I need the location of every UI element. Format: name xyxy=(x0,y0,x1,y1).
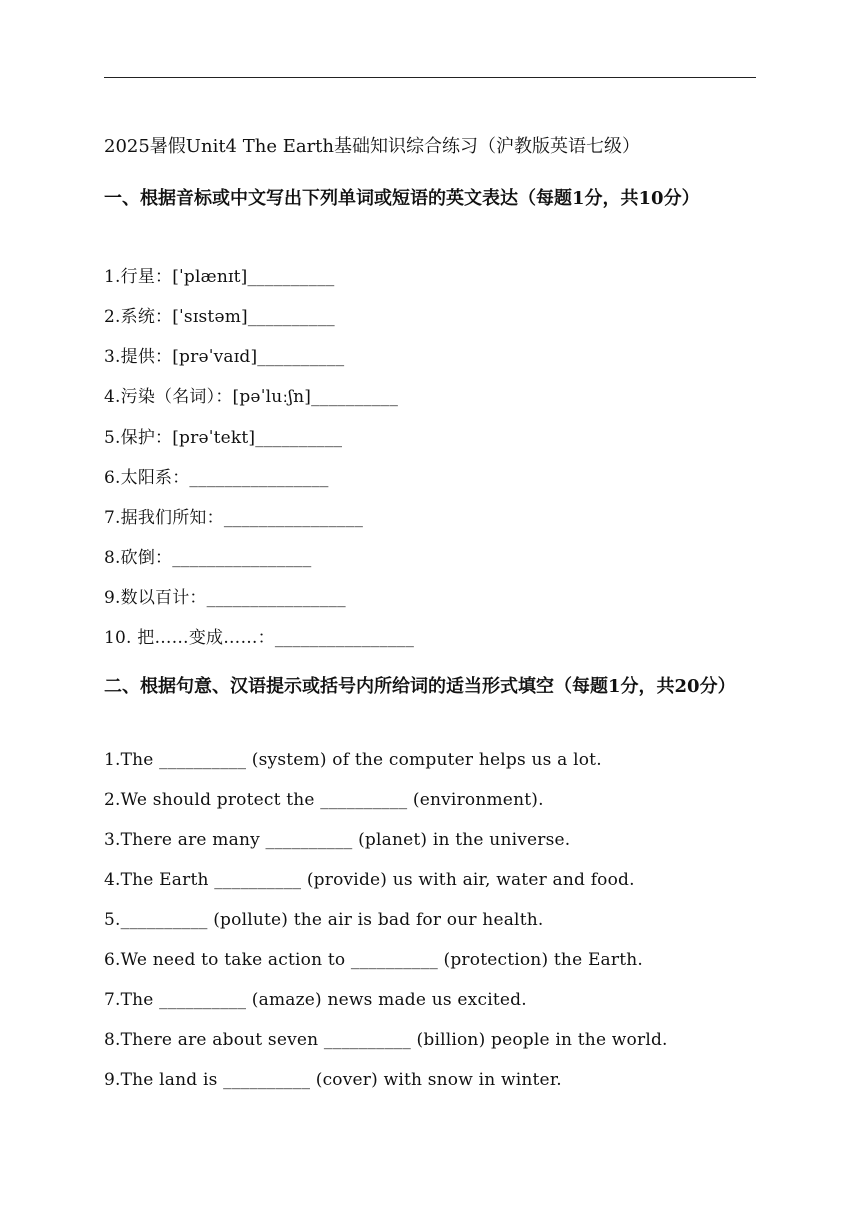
exercise-item: 4.污染（名词）：[pəˈluːʃn]__________ xyxy=(104,387,399,407)
exercise-item: 9.数以百计：________________ xyxy=(104,588,346,608)
header-rule xyxy=(104,77,756,78)
page-title: 2025暑假Unit4 The Earth基础知识综合练习（沪教版英语七级） xyxy=(104,136,641,157)
exercise-item: 8.There are about seven __________ (billion) people in the world. xyxy=(104,1030,668,1050)
exercise-item: 2.系统：[ˈsɪstəm]__________ xyxy=(104,307,335,327)
exercise-item: 7.The __________ (amaze) news made us excited. xyxy=(104,990,527,1010)
exercise-item: 6.太阳系：________________ xyxy=(104,468,329,488)
exercise-item: 3.There are many __________ (planet) in the universe. xyxy=(104,830,571,850)
exercise-item: 5.__________ (pollute) the air is bad for our health. xyxy=(104,910,544,930)
exercise-item: 1.行星：[ˈplænɪt]__________ xyxy=(104,267,335,287)
exercise-item: 8.砍倒：________________ xyxy=(104,548,312,568)
exercise-item: 1.The __________ (system) of the computer helps us a lot. xyxy=(104,750,602,770)
exercise-item: 9.The land is __________ (cover) with snow in winter. xyxy=(104,1070,562,1090)
exercise-item: 5.保护：[prəˈtekt]__________ xyxy=(104,428,343,448)
exercise-item: 4.The Earth __________ (provide) us with air, water and food. xyxy=(104,870,635,890)
exercise-item: 10. 把……变成……：________________ xyxy=(104,628,415,648)
exercise-item: 3.提供：[prəˈvaɪd]__________ xyxy=(104,347,345,367)
exercise-item: 2.We should protect the __________ (environment). xyxy=(104,790,544,810)
exercise-item: 7.据我们所知：________________ xyxy=(104,508,364,528)
section-heading-2: 二、根据句意、汉语提示或括号内所给词的适当形式填空（每题1分，共20分） xyxy=(104,676,736,697)
section-heading-1: 一、根据音标或中文写出下列单词或短语的英文表达（每题1分，共10分） xyxy=(104,188,700,209)
exercise-item: 6.We need to take action to __________ (protection) the Earth. xyxy=(104,950,643,970)
